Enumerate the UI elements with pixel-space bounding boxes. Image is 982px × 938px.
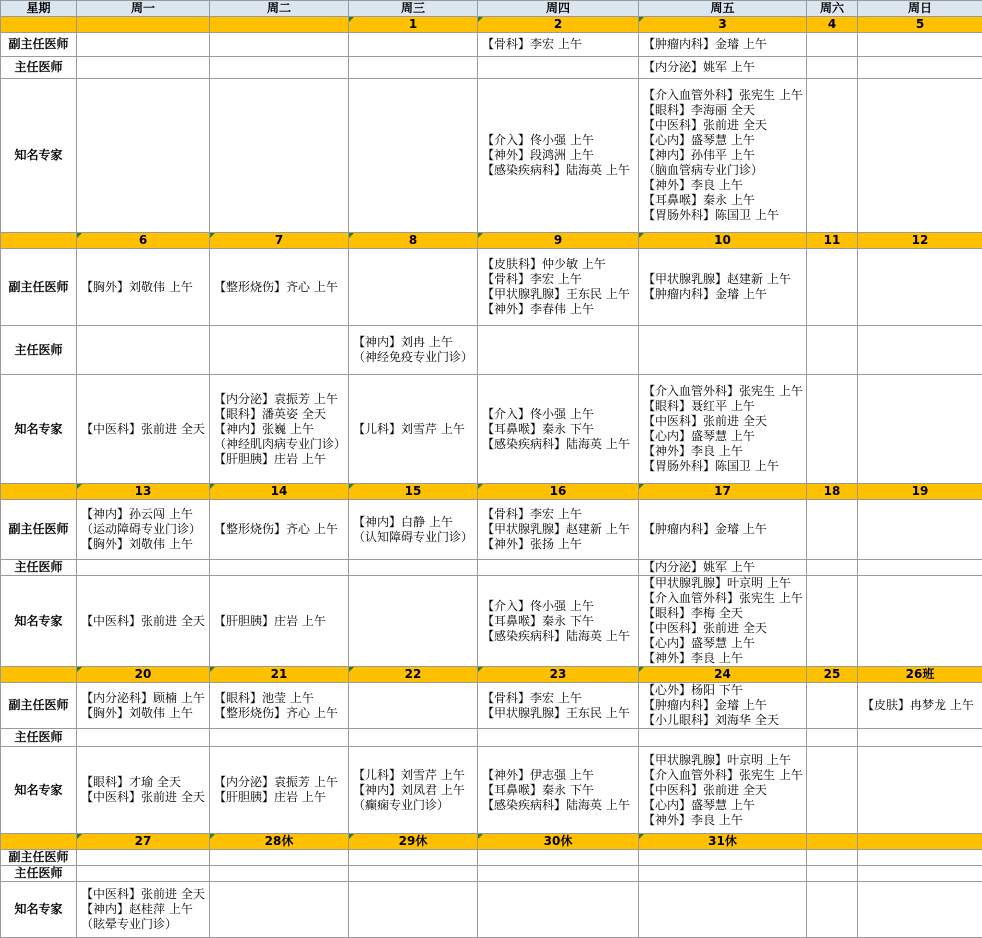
schedule-row	[1, 683, 982, 729]
doctor-level-label: 主任医师	[1, 560, 77, 576]
clinic-entry: 【心内】盛琴慧 上午	[643, 798, 802, 813]
schedule-cell[interactable]	[858, 33, 982, 57]
doctor-level-label: 知名专家	[1, 576, 77, 667]
clinic-entry: 【胸外】刘敬伟 上午	[81, 537, 205, 552]
schedule-cell[interactable]	[807, 375, 858, 484]
schedule-cell[interactable]	[807, 33, 858, 57]
date-cell: 24	[639, 667, 807, 683]
schedule-cell[interactable]	[210, 729, 349, 747]
clinic-entry: 【中医科】张前进 全天	[81, 887, 205, 902]
schedule-cell[interactable]	[807, 729, 858, 747]
clinic-entry: 【甲状腺乳腺】赵建新 上午	[643, 272, 802, 287]
schedule-cell[interactable]	[77, 683, 210, 729]
doctor-level-label: 知名专家	[1, 375, 77, 484]
schedule-cell[interactable]	[639, 747, 807, 834]
weekday-header-cell: 星期	[1, 1, 77, 17]
date-row-label-cell	[1, 834, 77, 850]
schedule-cell[interactable]	[639, 249, 807, 326]
schedule-cell[interactable]	[349, 576, 478, 667]
date-cell: 23	[478, 667, 639, 683]
clinic-entry: 【眼科】李梅 全天	[643, 606, 802, 621]
schedule-cell[interactable]	[858, 683, 982, 729]
clinic-entry: 【中医科】张前进 全天	[643, 414, 802, 429]
date-cell: 4	[807, 17, 858, 33]
date-cell: 28休	[210, 834, 349, 850]
schedule-cell[interactable]	[77, 57, 210, 79]
clinic-entry: 【整形烧伤】齐心 上午	[214, 522, 344, 537]
clinic-entry: 【眼科】潘英姿 全天	[214, 407, 344, 422]
clinic-entry: 【皮肤科】仲少敏 上午	[482, 257, 634, 272]
date-row-label-cell	[1, 667, 77, 683]
date-row-label-cell	[1, 484, 77, 500]
schedule-row	[1, 79, 982, 233]
schedule-cell[interactable]	[478, 576, 639, 667]
clinic-entry: 【耳鼻喉】秦永 上午	[643, 193, 802, 208]
clinic-entry: 【感染疾病科】陆海英 上午	[482, 163, 634, 178]
clinic-entry: 【肿瘤内科】金璿 上午	[643, 287, 802, 302]
schedule-cell[interactable]	[858, 866, 982, 882]
schedule-cell[interactable]	[858, 375, 982, 484]
clinic-entry: 【骨科】李宏 上午	[482, 691, 634, 706]
clinic-entry: 【骨科】李宏 上午	[482, 272, 634, 287]
date-row	[1, 834, 982, 850]
clinic-entry: 【眼科】才瑜 全天	[81, 775, 205, 790]
clinic-entry: 【心内】盛琴慧 上午	[643, 429, 802, 444]
date-cell: 10	[639, 233, 807, 249]
clinic-entry: 【整形烧伤】齐心 上午	[214, 706, 344, 721]
date-cell: 18	[807, 484, 858, 500]
clinic-entry: 【肝胆胰】庄岩 上午	[214, 790, 344, 805]
clinic-entry: 【神外】李良 上午	[643, 813, 802, 828]
date-cell: 6	[77, 233, 210, 249]
schedule-cell[interactable]	[858, 850, 982, 866]
schedule-cell[interactable]	[210, 57, 349, 79]
weekday-header-cell: 周五	[639, 1, 807, 17]
schedule-cell[interactable]	[478, 79, 639, 233]
schedule-cell[interactable]	[858, 57, 982, 79]
schedule-cell[interactable]	[639, 33, 807, 57]
clinic-entry: 【中医科】张前进 全天	[643, 783, 802, 798]
clinic-entry: 【神外】李良 上午	[643, 444, 802, 459]
clinic-entry: 【整形烧伤】齐心 上午	[214, 280, 344, 295]
clinic-entry: 【内分泌科】顾楠 上午	[81, 691, 205, 706]
clinic-entry: 【介入血管外科】张宪生 上午	[643, 88, 802, 103]
clinic-entry: 【感染疾病科】陆海英 上午	[482, 437, 634, 452]
date-cell: 11	[807, 233, 858, 249]
schedule-cell[interactable]	[807, 326, 858, 375]
schedule-cell[interactable]	[210, 375, 349, 484]
clinic-entry: 【眼科】李海丽 全天	[643, 103, 802, 118]
date-row	[1, 484, 982, 500]
clinic-entry: 【儿科】刘雪芹 上午	[353, 422, 473, 437]
schedule-cell[interactable]	[478, 57, 639, 79]
clinic-entry: 【神内】白静 上午	[353, 515, 473, 530]
clinic-entry: 【中医科】张前进 全天	[643, 621, 802, 636]
clinic-entry: 【感染疾病科】陆海英 上午	[482, 629, 634, 644]
clinic-entry: 【肝胆胰】庄岩 上午	[214, 452, 344, 467]
schedule-cell[interactable]	[639, 576, 807, 667]
schedule-row	[1, 33, 982, 57]
clinic-entry: 【神内】刘凤君 上午	[353, 783, 473, 798]
clinic-entry: 【耳鼻喉】秦永 下午	[482, 783, 634, 798]
date-cell: 27	[77, 834, 210, 850]
schedule-row	[1, 576, 982, 667]
schedule-cell[interactable]	[210, 866, 349, 882]
clinic-entry: 【神外】段鸿洲 上午	[482, 148, 634, 163]
schedule-cell[interactable]	[858, 500, 982, 560]
schedule-cell[interactable]	[349, 560, 478, 576]
weekday-header-cell: 周三	[349, 1, 478, 17]
date-row-label-cell	[1, 233, 77, 249]
schedule-cell[interactable]	[858, 729, 982, 747]
clinic-entry: （认知障碍专业门诊）	[353, 530, 473, 545]
date-cell: 2	[478, 17, 639, 33]
schedule-cell[interactable]	[807, 57, 858, 79]
weekday-header-cell: 周四	[478, 1, 639, 17]
schedule-row	[1, 57, 982, 79]
date-cell: 1	[349, 17, 478, 33]
date-cell	[807, 834, 858, 850]
schedule-cell[interactable]	[77, 375, 210, 484]
clinic-entry: 【心内】盛琴慧 上午	[643, 133, 802, 148]
date-cell: 7	[210, 233, 349, 249]
schedule-row	[1, 882, 982, 938]
schedule-cell[interactable]	[807, 500, 858, 560]
schedule-cell[interactable]	[77, 249, 210, 326]
weekday-header-cell: 周二	[210, 1, 349, 17]
schedule-cell[interactable]	[210, 33, 349, 57]
clinic-entry: （运动障碍专业门诊）	[81, 522, 205, 537]
schedule-cell[interactable]	[807, 576, 858, 667]
schedule-cell[interactable]	[77, 866, 210, 882]
schedule-cell[interactable]	[77, 500, 210, 560]
schedule-row	[1, 560, 982, 576]
schedule-cell[interactable]	[858, 79, 982, 233]
schedule-cell[interactable]	[478, 33, 639, 57]
date-cell	[77, 17, 210, 33]
weekday-header-cell: 周六	[807, 1, 858, 17]
date-cell: 14	[210, 484, 349, 500]
clinic-entry: （神经免疫专业门诊）	[353, 350, 473, 365]
schedule-row	[1, 500, 982, 560]
clinic-entry: 【神外】李良 上午	[643, 651, 802, 666]
clinic-entry: 【眼科】聂红平 上午	[643, 399, 802, 414]
schedule-cell[interactable]	[210, 560, 349, 576]
schedule-row	[1, 375, 982, 484]
schedule-cell[interactable]	[349, 866, 478, 882]
schedule-cell[interactable]	[639, 560, 807, 576]
schedule-cell[interactable]	[349, 79, 478, 233]
clinic-entry: 【肿瘤内科】金璿 上午	[643, 37, 802, 52]
clinic-entry: 【耳鼻喉】秦永 下午	[482, 614, 634, 629]
schedule-cell[interactable]	[807, 683, 858, 729]
doctor-level-label: 主任医师	[1, 729, 77, 747]
schedule-cell[interactable]	[807, 882, 858, 938]
schedule-cell[interactable]	[858, 560, 982, 576]
clinic-entry: 【耳鼻喉】秦永 下午	[482, 422, 634, 437]
clinic-entry: （眩晕专业门诊）	[81, 917, 205, 932]
clinic-entry: 【肿瘤内科】金璿 上午	[643, 522, 802, 537]
schedule-cell[interactable]	[349, 747, 478, 834]
clinic-entry: 【神外】李良 上午	[643, 178, 802, 193]
date-row	[1, 17, 982, 33]
schedule-cell[interactable]	[210, 850, 349, 866]
schedule-cell[interactable]	[639, 729, 807, 747]
doctor-level-label: 知名专家	[1, 882, 77, 938]
schedule-cell[interactable]	[639, 683, 807, 729]
schedule-row	[1, 729, 982, 747]
date-cell: 8	[349, 233, 478, 249]
clinic-entry: 【介入血管外科】张宪生 上午	[643, 591, 802, 606]
schedule-row	[1, 249, 982, 326]
date-cell	[210, 17, 349, 33]
clinic-entry: 【介入】佟小强 上午	[482, 133, 634, 148]
clinic-entry: 【中医科】张前进 全天	[81, 790, 205, 805]
doctor-level-label: 主任医师	[1, 866, 77, 882]
clinic-entry: 【中医科】张前进 全天	[81, 614, 205, 629]
clinic-entry: 【内分泌】姚军 上午	[643, 60, 802, 75]
schedule-cell[interactable]	[478, 729, 639, 747]
schedule-cell[interactable]	[349, 729, 478, 747]
schedule-row	[1, 326, 982, 375]
schedule-cell[interactable]	[639, 375, 807, 484]
schedule-cell[interactable]	[210, 500, 349, 560]
doctor-level-label: 副主任医师	[1, 683, 77, 729]
schedule-cell[interactable]	[807, 850, 858, 866]
clinic-entry: 【骨科】李宏 上午	[482, 507, 634, 522]
schedule-cell[interactable]	[210, 326, 349, 375]
date-cell: 15	[349, 484, 478, 500]
clinic-entry: 【内分泌】姚军 上午	[643, 560, 802, 575]
schedule-cell[interactable]	[478, 882, 639, 938]
date-cell: 21	[210, 667, 349, 683]
schedule-cell[interactable]	[77, 576, 210, 667]
schedule-row	[1, 866, 982, 882]
doctor-level-label: 副主任医师	[1, 850, 77, 866]
clinic-entry: 【甲状腺乳腺】赵建新 上午	[482, 522, 634, 537]
doctor-level-label: 副主任医师	[1, 33, 77, 57]
schedule-cell[interactable]	[807, 79, 858, 233]
schedule-cell[interactable]	[858, 576, 982, 667]
schedule-cell[interactable]	[478, 866, 639, 882]
clinic-entry: 【胃肠外科】陈国卫 上午	[643, 208, 802, 223]
schedule-cell[interactable]	[77, 326, 210, 375]
date-cell: 13	[77, 484, 210, 500]
schedule-cell[interactable]	[210, 882, 349, 938]
schedule-cell[interactable]	[210, 576, 349, 667]
date-cell: 20	[77, 667, 210, 683]
schedule-cell[interactable]	[77, 79, 210, 233]
clinic-entry: 【眼科】池莹 上午	[214, 691, 344, 706]
date-cell: 9	[478, 233, 639, 249]
clinic-entry: 【中医科】张前进 全天	[643, 118, 802, 133]
schedule-cell[interactable]	[349, 57, 478, 79]
schedule-cell[interactable]	[77, 882, 210, 938]
schedule-cell[interactable]	[77, 729, 210, 747]
schedule-cell[interactable]	[478, 500, 639, 560]
weekday-header-cell: 周一	[77, 1, 210, 17]
schedule-cell[interactable]	[349, 326, 478, 375]
schedule-cell[interactable]	[77, 33, 210, 57]
schedule-cell[interactable]	[478, 560, 639, 576]
date-cell: 26班	[858, 667, 982, 683]
clinic-entry: 【神外】张扬 上午	[482, 537, 634, 552]
clinic-entry: 【心内】盛琴慧 上午	[643, 636, 802, 651]
date-cell: 16	[478, 484, 639, 500]
schedule-cell[interactable]	[77, 850, 210, 866]
schedule-cell[interactable]	[478, 747, 639, 834]
doctor-level-label: 副主任医师	[1, 500, 77, 560]
date-cell: 3	[639, 17, 807, 33]
clinic-entry: 【胸外】刘敬伟 上午	[81, 280, 205, 295]
schedule-row	[1, 850, 982, 866]
schedule-cell[interactable]	[639, 79, 807, 233]
clinic-entry: 【感染疾病科】陆海英 上午	[482, 798, 634, 813]
schedule-cell[interactable]	[77, 560, 210, 576]
clinic-entry: 【小儿眼科】刘海华 全天	[643, 713, 802, 728]
weekday-header-cell: 周日	[858, 1, 982, 17]
date-cell: 12	[858, 233, 982, 249]
clinic-entry: 【神内】孙伟平 上午	[643, 148, 802, 163]
schedule-cell[interactable]	[478, 375, 639, 484]
date-cell	[858, 834, 982, 850]
clinic-entry: 【肝胆胰】庄岩 上午	[214, 614, 344, 629]
schedule-cell[interactable]	[858, 249, 982, 326]
date-cell: 30休	[478, 834, 639, 850]
schedule-cell[interactable]	[349, 683, 478, 729]
clinic-entry: 【儿科】刘雪芹 上午	[353, 768, 473, 783]
schedule-cell[interactable]	[210, 683, 349, 729]
date-cell: 5	[858, 17, 982, 33]
clinic-entry: 【胸外】刘敬伟 上午	[81, 706, 205, 721]
schedule-cell[interactable]	[210, 79, 349, 233]
schedule-cell[interactable]	[349, 500, 478, 560]
clinic-entry: 【内分泌】袁振芳 上午	[214, 392, 344, 407]
schedule-cell[interactable]	[639, 882, 807, 938]
schedule-cell[interactable]	[858, 882, 982, 938]
schedule-cell[interactable]	[807, 747, 858, 834]
clinic-entry: 【神内】孙云闯 上午	[81, 507, 205, 522]
schedule-row	[1, 747, 982, 834]
clinic-entry: 【肿瘤内科】金璿 上午	[643, 698, 802, 713]
clinic-entry: 【胃肠外科】陈国卫 上午	[643, 459, 802, 474]
schedule-cell[interactable]	[349, 882, 478, 938]
schedule-cell[interactable]	[639, 500, 807, 560]
clinic-entry: 【甲状腺乳腺】叶京明 上午	[643, 576, 802, 591]
clinic-entry: 【介入】佟小强 上午	[482, 407, 634, 422]
schedule-cell[interactable]	[77, 747, 210, 834]
schedule-cell[interactable]	[349, 375, 478, 484]
schedule-cell[interactable]	[807, 560, 858, 576]
schedule-cell[interactable]	[639, 850, 807, 866]
clinic-entry: （神经肌肉病专业门诊）	[214, 437, 344, 452]
date-cell: 25	[807, 667, 858, 683]
doctor-level-label: 主任医师	[1, 57, 77, 79]
clinic-entry: （脑血管病专业门诊）	[643, 163, 802, 178]
doctor-level-label: 知名专家	[1, 79, 77, 233]
schedule-cell[interactable]	[858, 326, 982, 375]
clinic-entry: 【神内】赵桂萍 上午	[81, 902, 205, 917]
clinic-entry: 【介入血管外科】张宪生 上午	[643, 768, 802, 783]
schedule-cell[interactable]	[349, 249, 478, 326]
date-cell: 29休	[349, 834, 478, 850]
clinic-entry: 【甲状腺乳腺】王东民 上午	[482, 706, 634, 721]
date-row	[1, 233, 982, 249]
schedule-cell[interactable]	[639, 57, 807, 79]
clinic-entry: 【骨科】李宏 上午	[482, 37, 634, 52]
schedule-cell[interactable]	[210, 249, 349, 326]
clinic-entry: 【介入】佟小强 上午	[482, 599, 634, 614]
clinic-entry: 【甲状腺乳腺】叶京明 上午	[643, 753, 802, 768]
doctor-level-label: 主任医师	[1, 326, 77, 375]
doctor-level-label: 副主任医师	[1, 249, 77, 326]
schedule-cell[interactable]	[478, 850, 639, 866]
clinic-entry: 【神外】伊志强 上午	[482, 768, 634, 783]
clinic-entry: 【心外】杨阳 下午	[643, 683, 802, 698]
schedule-cell[interactable]	[478, 683, 639, 729]
schedule-cell[interactable]	[807, 866, 858, 882]
schedule-cell[interactable]	[639, 326, 807, 375]
schedule-cell[interactable]	[349, 33, 478, 57]
schedule-cell[interactable]	[478, 249, 639, 326]
clinic-entry: 【中医科】张前进 全天	[81, 422, 205, 437]
date-row	[1, 667, 982, 683]
clinic-entry: 【内分泌】袁振芳 上午	[214, 775, 344, 790]
schedule-cell[interactable]	[478, 326, 639, 375]
clinic-entry: 【介入血管外科】张宪生 上午	[643, 384, 802, 399]
date-cell: 19	[858, 484, 982, 500]
clinic-entry: 【神内】刘冉 上午	[353, 335, 473, 350]
clinic-entry: 【神外】李春伟 上午	[482, 302, 634, 317]
doctor-level-label: 知名专家	[1, 747, 77, 834]
schedule-cell[interactable]	[858, 747, 982, 834]
date-row-label-cell	[1, 17, 77, 33]
clinic-entry: 【甲状腺乳腺】王东民 上午	[482, 287, 634, 302]
schedule-cell[interactable]	[639, 866, 807, 882]
date-cell: 22	[349, 667, 478, 683]
clinic-entry: 【皮肤】冉梦龙 上午	[862, 698, 978, 713]
date-cell: 31休	[639, 834, 807, 850]
clinic-entry: （癫痫专业门诊）	[353, 798, 473, 813]
schedule-cell[interactable]	[807, 249, 858, 326]
weekday-header-row	[1, 1, 982, 17]
date-cell: 17	[639, 484, 807, 500]
clinic-entry: 【神内】张巍 上午	[214, 422, 344, 437]
schedule-cell[interactable]	[210, 747, 349, 834]
schedule-cell[interactable]	[349, 850, 478, 866]
